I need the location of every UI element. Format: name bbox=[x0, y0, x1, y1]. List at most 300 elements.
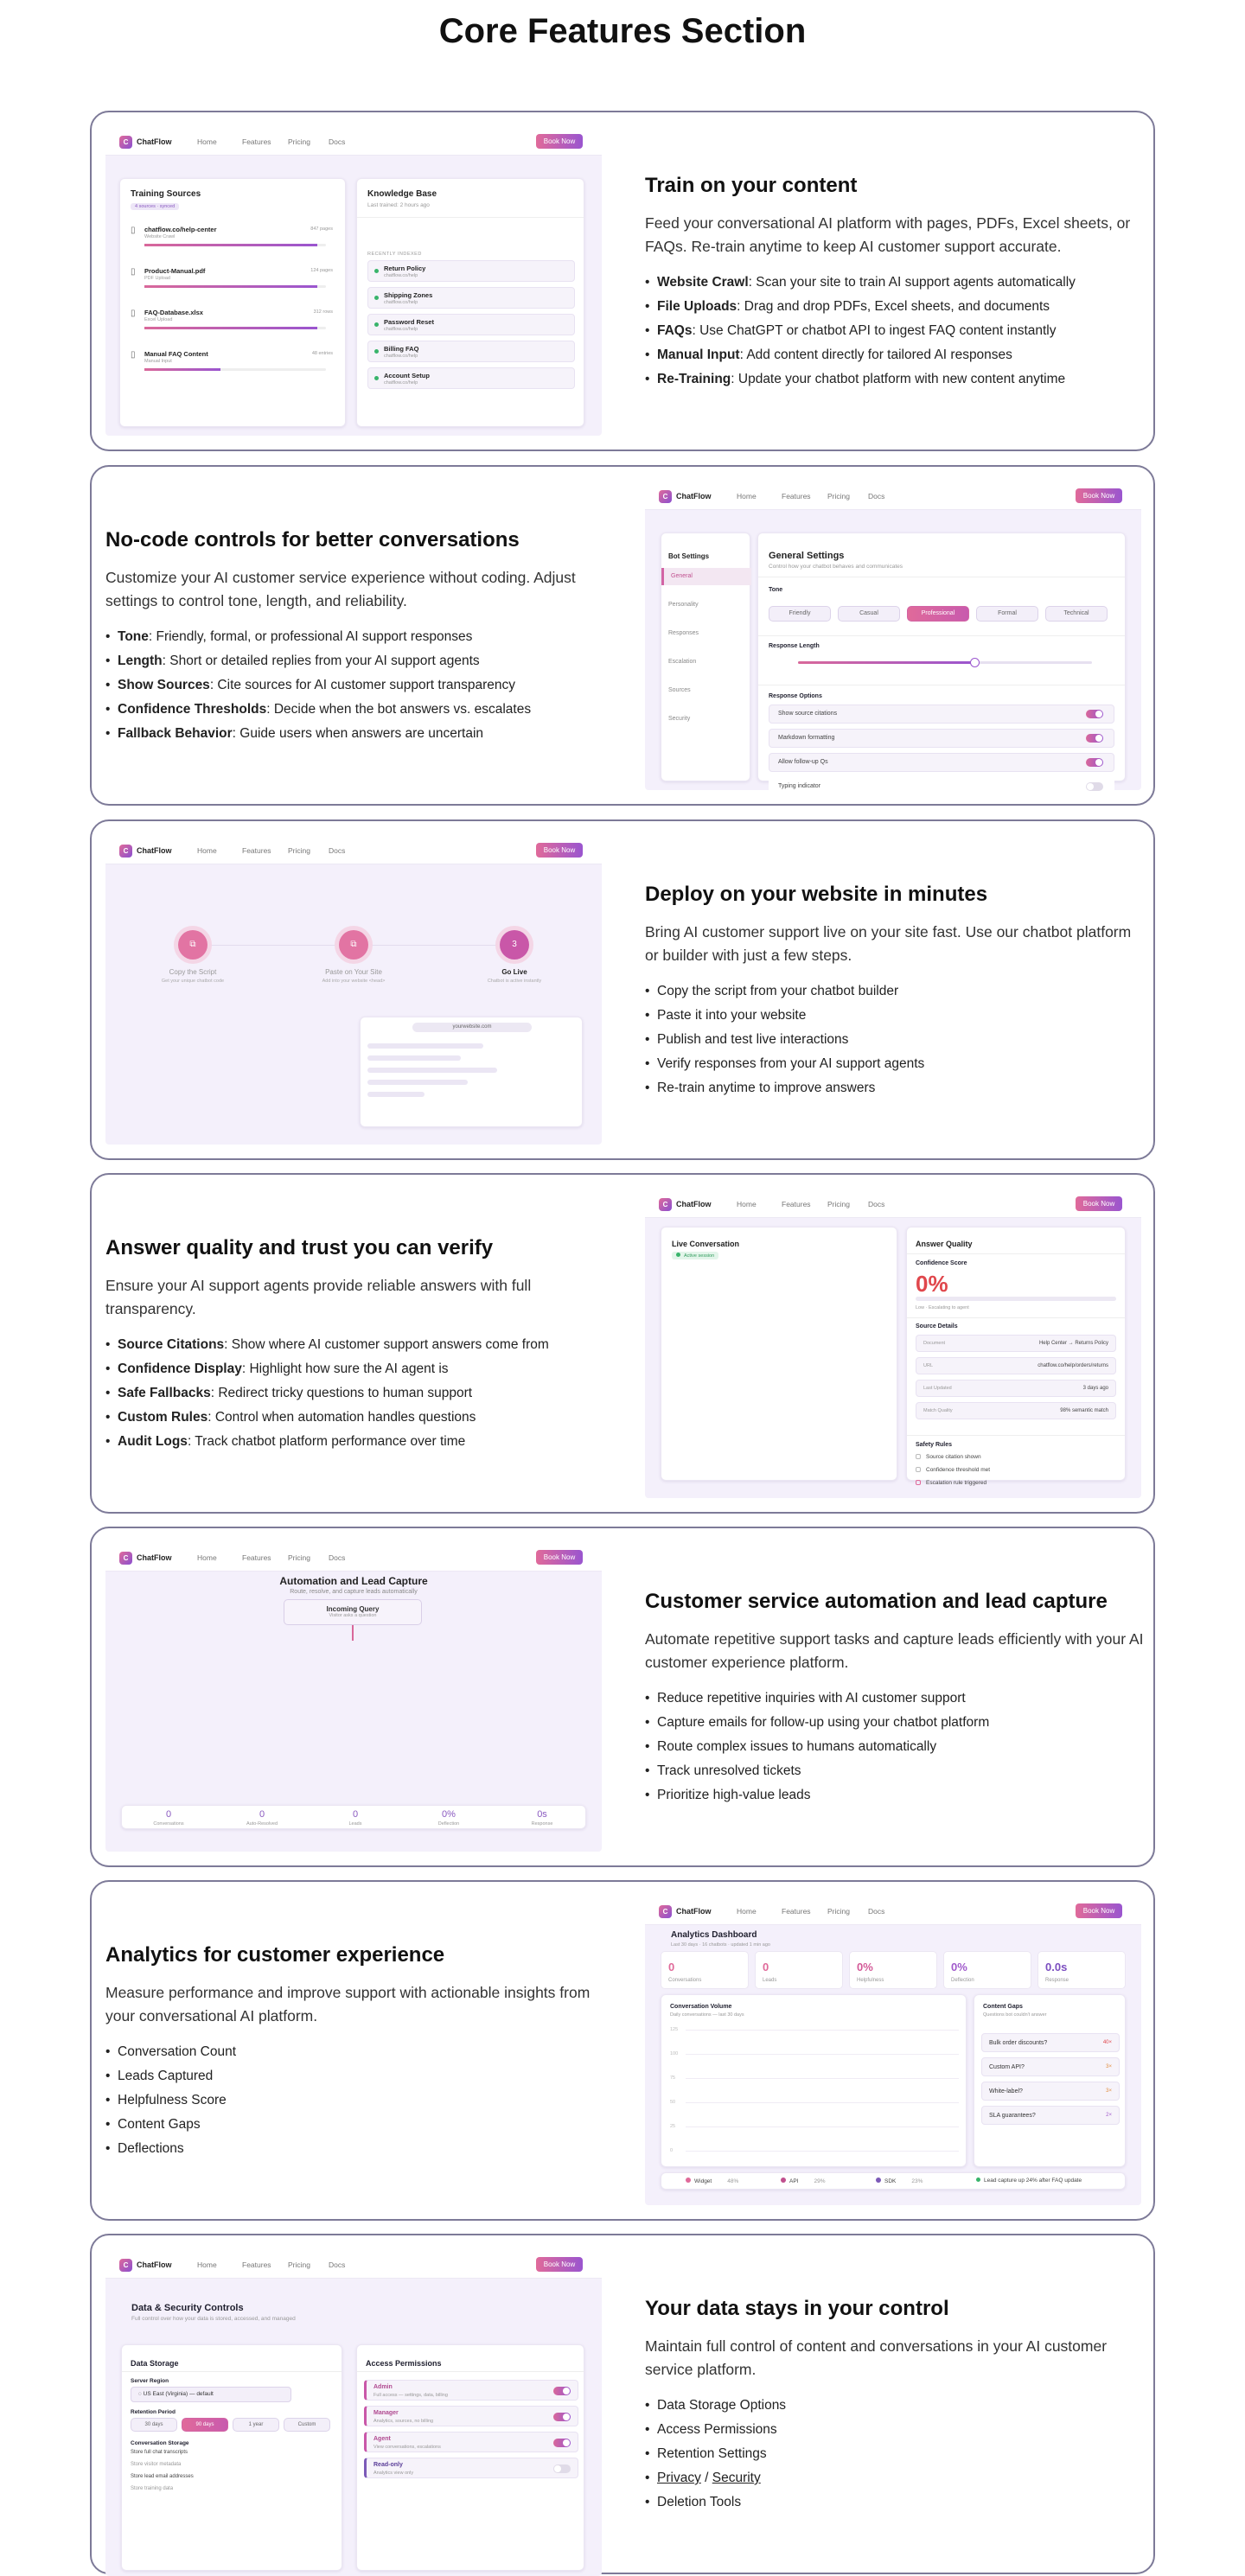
step-title: Copy the Script bbox=[169, 968, 217, 976]
mock-nav bbox=[645, 1190, 1141, 1218]
automation-stats bbox=[121, 1805, 586, 1829]
nav-pricing[interactable]: Pricing bbox=[827, 492, 850, 501]
document-icon: ▯ bbox=[131, 226, 136, 235]
feature-list bbox=[105, 2040, 607, 2161]
feature-item: • Data Storage Options bbox=[645, 2394, 1146, 2418]
region-label: Server Region bbox=[131, 2378, 169, 2384]
length-slider[interactable] bbox=[798, 661, 1092, 664]
data-controls-sub: Full control over how your data is stored, accessed, and managed bbox=[131, 2316, 296, 2322]
logo-icon: C bbox=[659, 490, 672, 503]
mock-quality bbox=[645, 1190, 1141, 1498]
nav-home[interactable]: Home bbox=[197, 1553, 217, 1562]
nav-home[interactable]: Home bbox=[737, 1907, 757, 1916]
feature-item: • File Uploads: Drag and drop PDFs, Excel sheets, and documents bbox=[645, 295, 1146, 319]
checkbox-icon bbox=[916, 1467, 921, 1472]
mock-controls bbox=[645, 482, 1141, 790]
section-desc: Bring AI customer support live on your site fast. Use our chatbot platform or builder with just a few steps. bbox=[645, 923, 1132, 964]
deploy-text bbox=[645, 821, 1146, 1162]
status-dot-icon bbox=[374, 376, 379, 380]
url-bar: yourwebsite.com bbox=[412, 1023, 532, 1032]
data-controls-title: Data & Security Controls bbox=[131, 2303, 244, 2313]
feature-item: • Safe Fallbacks: Redirect tricky questions to human support bbox=[105, 1381, 607, 1406]
feature-item: • Copy the script from your chatbot builder bbox=[645, 979, 1146, 1004]
feature-item: • Tone: Friendly, formal, or professional AI support responses bbox=[105, 625, 607, 649]
y-tick-label: 125 bbox=[670, 2027, 679, 2032]
feature-card-analytics bbox=[90, 1880, 1155, 2221]
content-gaps-panel bbox=[974, 1994, 1126, 2167]
section-desc: Feed your conversational AI platform with pages, PDFs, Excel sheets, or FAQs. Re-train anytime to keep AI customer support accurate. bbox=[645, 214, 1131, 255]
role-toggle[interactable] bbox=[553, 2439, 571, 2447]
retention-option[interactable]: 1 year bbox=[233, 2418, 279, 2432]
kb-item[interactable]: Billing FAQ chatflow.co/help bbox=[367, 341, 575, 362]
source-progress bbox=[144, 327, 326, 329]
feature-item: • Fallback Behavior: Guide users when answers are uncertain bbox=[105, 722, 607, 746]
conv-storage-item[interactable]: Store lead email addresses bbox=[131, 2474, 194, 2479]
kpi-card: 0.0s Response bbox=[1038, 1951, 1126, 1989]
stat-value: 0% bbox=[442, 1809, 456, 1820]
sidebar-item[interactable]: Responses bbox=[668, 630, 699, 636]
book-now-button[interactable]: Book Now bbox=[536, 2257, 583, 2272]
mock-nav bbox=[105, 2251, 602, 2279]
general-settings-panel bbox=[757, 532, 1126, 789]
deploy-step-icon: 3 bbox=[500, 930, 529, 960]
feature-item: • Route complex issues to humans automatically bbox=[645, 1735, 1146, 1759]
feature-item: • Confidence Thresholds: Decide when the bot answers vs. escalates bbox=[105, 698, 607, 722]
gridline bbox=[686, 2054, 959, 2055]
kb-item[interactable]: Account Setup chatflow.co/help bbox=[367, 367, 575, 389]
nav-docs[interactable]: Docs bbox=[868, 492, 885, 501]
dashboard-sub: Last 30 days · 16 chatbots · updated 1 min ago bbox=[671, 1942, 770, 1948]
feature-item: • Re-train anytime to improve answers bbox=[645, 1076, 1146, 1100]
feature-item: • FAQs: Use ChatGPT or chatbot API to ingest FAQ content instantly bbox=[645, 319, 1146, 343]
feature-item: • Deletion Tools bbox=[645, 2490, 1146, 2515]
feature-card-train bbox=[90, 111, 1155, 451]
access-permissions-panel bbox=[356, 2344, 584, 2571]
conv-storage-item[interactable]: Store visitor metadata bbox=[131, 2462, 182, 2467]
logo-icon: C bbox=[119, 1552, 132, 1565]
retention-option[interactable]: 90 days bbox=[182, 2418, 228, 2432]
conf-status: Low · Escalating to agent bbox=[916, 1305, 969, 1310]
kb-item[interactable]: Return Policy chatflow.co/help bbox=[367, 260, 575, 282]
cv-title: Conversation Volume bbox=[670, 2004, 732, 2010]
tone-option[interactable]: Formal bbox=[976, 606, 1038, 622]
option-toggle[interactable] bbox=[1086, 734, 1103, 743]
conv-storage-item[interactable]: Store training data bbox=[131, 2486, 174, 2491]
kb-label: RECENTLY INDEXED bbox=[367, 252, 422, 257]
training-sources-title: Training Sources bbox=[131, 189, 201, 199]
analytics-text bbox=[105, 1882, 607, 2222]
nav-home[interactable]: Home bbox=[197, 137, 217, 146]
mock-automation bbox=[105, 1544, 602, 1852]
tone-label: Tone bbox=[769, 587, 783, 593]
gs-sub: Control how your chatbot behaves and communicates bbox=[769, 564, 903, 570]
nav-pricing[interactable]: Pricing bbox=[288, 1553, 310, 1562]
aq-title: Answer Quality bbox=[916, 1240, 973, 1248]
mock-deploy bbox=[105, 837, 602, 1145]
source-progress bbox=[144, 368, 326, 371]
document-icon: ▯ bbox=[131, 350, 136, 360]
source-detail-row: URL chatflow.co/help/orders/returns bbox=[916, 1357, 1116, 1374]
brand: ChatFlow bbox=[137, 1553, 172, 1562]
opts-label: Response Options bbox=[769, 693, 822, 699]
conf-label: Confidence Score bbox=[916, 1260, 967, 1266]
globe-icon: ◌ bbox=[138, 2391, 144, 2397]
feature-item: • Retention Settings bbox=[645, 2442, 1146, 2466]
content-gap-item[interactable]: Bulk order discounts? 40× bbox=[981, 2033, 1120, 2052]
tone-option[interactable]: Professional bbox=[907, 606, 969, 622]
book-now-button[interactable]: Book Now bbox=[1076, 1196, 1122, 1211]
sidebar-item[interactable]: Sources bbox=[668, 687, 691, 693]
kb-item[interactable]: Shipping Zones chatflow.co/help bbox=[367, 287, 575, 309]
option-toggle[interactable] bbox=[1086, 758, 1103, 767]
feature-item: • Length: Short or detailed replies from your AI support agents bbox=[105, 649, 607, 673]
mock-nav bbox=[105, 837, 602, 864]
book-now-button[interactable]: Book Now bbox=[536, 843, 583, 858]
feature-card-quality bbox=[90, 1173, 1155, 1514]
nav-features[interactable]: Features bbox=[242, 1553, 271, 1562]
sidebar-item[interactable]: General bbox=[661, 568, 751, 585]
source-item[interactable]: ▯ Manual FAQ Content Manual Input 48 entries bbox=[131, 347, 336, 381]
controls-text bbox=[105, 467, 607, 807]
y-tick-label: 0 bbox=[670, 2148, 674, 2153]
feature-card-controls bbox=[90, 465, 1155, 806]
data-control-text bbox=[645, 2235, 1146, 2576]
gridline bbox=[686, 2151, 959, 2152]
sources-badge: 4 sources · synced bbox=[131, 203, 179, 210]
confidence-score: 0% bbox=[916, 1271, 948, 1297]
feature-item: • Helpfulness Score bbox=[105, 2088, 607, 2113]
mock-nav bbox=[645, 482, 1141, 510]
feature-item: • Track unresolved tickets bbox=[645, 1759, 1146, 1783]
nav-features[interactable]: Features bbox=[242, 2260, 271, 2269]
mock-analytics bbox=[645, 1897, 1141, 2205]
browser-preview bbox=[360, 1017, 583, 1127]
nav-docs[interactable]: Docs bbox=[329, 1553, 346, 1562]
role-toggle[interactable] bbox=[553, 2464, 571, 2473]
content-gap-item[interactable]: Custom API? 3× bbox=[981, 2057, 1120, 2076]
feature-list bbox=[645, 271, 1146, 392]
safety-rule: Escalation rule triggered bbox=[916, 1480, 986, 1486]
channel-legend bbox=[661, 2172, 1126, 2190]
quality-text bbox=[105, 1175, 607, 1515]
stat-value: 0 bbox=[259, 1809, 265, 1820]
role-row: Manager Analytics, sources, no billing bbox=[364, 2406, 578, 2426]
nav-home[interactable]: Home bbox=[197, 2260, 217, 2269]
section-title: Train on your content bbox=[645, 174, 858, 197]
privacy-link[interactable]: Privacy bbox=[657, 2471, 701, 2485]
option-toggle[interactable] bbox=[1086, 782, 1103, 791]
cv-sub: Daily conversations — last 30 days bbox=[670, 2012, 744, 2018]
kpi-card: 0 Conversations bbox=[661, 1951, 749, 1989]
slider-handle[interactable] bbox=[970, 658, 980, 667]
feature-list bbox=[105, 625, 607, 746]
content-gap-item[interactable]: SLA guarantees? 2× bbox=[981, 2106, 1120, 2125]
nav-home[interactable]: Home bbox=[737, 1200, 757, 1208]
mock-train bbox=[105, 128, 602, 436]
bot-settings-sidebar bbox=[661, 532, 750, 781]
gridline bbox=[686, 2078, 959, 2079]
status-dot-icon bbox=[374, 296, 379, 300]
sidebar-item[interactable]: Escalation bbox=[668, 659, 697, 665]
feature-item: • Custom Rules: Control when automation handles questions bbox=[105, 1406, 607, 1430]
nav-docs[interactable]: Docs bbox=[329, 846, 346, 855]
knowledge-base-panel bbox=[356, 178, 584, 427]
feature-card-data-control bbox=[90, 2234, 1155, 2574]
brand: ChatFlow bbox=[137, 2260, 172, 2269]
feature-list bbox=[105, 1333, 607, 1454]
logo-icon: C bbox=[659, 1198, 672, 1211]
nav-home[interactable]: Home bbox=[197, 846, 217, 855]
status-dot-icon bbox=[374, 322, 379, 327]
training-sources-panel bbox=[119, 178, 346, 427]
feature-item: • Conversation Count bbox=[105, 2040, 607, 2064]
checkbox-icon bbox=[916, 1480, 921, 1485]
feature-item: • Manual Input: Add content directly for tailored AI responses bbox=[645, 343, 1146, 367]
book-now-button[interactable]: Book Now bbox=[1076, 1903, 1122, 1918]
brand: ChatFlow bbox=[676, 492, 712, 501]
nav-features[interactable]: Features bbox=[242, 137, 271, 146]
tone-option[interactable]: Casual bbox=[838, 606, 900, 622]
incoming-query-node: Incoming Query Visitor asks a question bbox=[284, 1599, 422, 1625]
ap-title: Access Permissions bbox=[366, 2359, 442, 2368]
section-desc: Customize your AI customer service experience without coding. Adjust settings to control tone, length, and reliability. bbox=[105, 569, 576, 609]
insight: Lead capture up 24% after FAQ update bbox=[976, 2177, 1082, 2184]
stat-label: Conversations bbox=[153, 1821, 184, 1827]
response-option: Allow follow-up Qs bbox=[769, 753, 1114, 772]
brand: ChatFlow bbox=[137, 846, 172, 855]
nav-features[interactable]: Features bbox=[782, 1907, 811, 1916]
role-toggle[interactable] bbox=[553, 2387, 571, 2395]
stat-label: Auto-Resolved bbox=[246, 1821, 278, 1827]
insight-dot-icon bbox=[976, 2177, 980, 2182]
live-title: Live Conversation bbox=[672, 1240, 740, 1248]
gs-title: General Settings bbox=[769, 551, 845, 561]
source-detail-row: Last Updated 3 days ago bbox=[916, 1380, 1116, 1397]
train-text bbox=[645, 112, 1146, 453]
feature-item: • Website Crawl: Scan your site to train AI support agents automatically bbox=[645, 271, 1146, 295]
mock-nav bbox=[645, 1897, 1141, 1925]
live-conversation-panel bbox=[661, 1227, 897, 1481]
ret-label: Retention Period bbox=[131, 2409, 176, 2415]
section-title: Answer quality and trust you can verify bbox=[105, 1236, 494, 1259]
y-tick-label: 75 bbox=[670, 2075, 676, 2081]
feature-item: • Leads Captured bbox=[105, 2064, 607, 2088]
feature-item: • Deflections bbox=[105, 2137, 607, 2161]
stat-label: Deflection bbox=[437, 1821, 460, 1827]
document-icon: ▯ bbox=[131, 309, 136, 318]
nav-features[interactable]: Features bbox=[242, 846, 271, 855]
mock-nav bbox=[105, 1544, 602, 1572]
feature-item: • Reduce repetitive inquiries with AI customer support bbox=[645, 1687, 1146, 1711]
retention-option[interactable]: 30 days bbox=[131, 2418, 177, 2432]
status-dot-icon bbox=[374, 269, 379, 273]
kb-item[interactable]: Password Reset chatflow.co/help bbox=[367, 314, 575, 335]
brand: ChatFlow bbox=[676, 1200, 712, 1208]
feature-item: • Verify responses from your AI support agents bbox=[645, 1052, 1146, 1076]
safety-rule: Source citation shown bbox=[916, 1454, 981, 1460]
automation-sub: Route, resolve, and capture leads automatically bbox=[290, 1589, 418, 1595]
gaps-sub: Questions bot couldn't answer bbox=[983, 2012, 1047, 2018]
feature-item: • Audit Logs: Track chatbot platform performance over time bbox=[105, 1430, 607, 1454]
nav-features[interactable]: Features bbox=[782, 492, 811, 501]
safety-rule: Confidence threshold met bbox=[916, 1467, 990, 1473]
nav-pricing[interactable]: Pricing bbox=[288, 137, 310, 146]
brand: ChatFlow bbox=[137, 137, 172, 146]
page-title: Core Features Section bbox=[438, 12, 807, 50]
stat-label: Response bbox=[531, 1821, 553, 1827]
retention-option[interactable]: Custom bbox=[284, 2418, 330, 2432]
length-label: Response Length bbox=[769, 643, 820, 649]
source-item[interactable]: ▯ Product-Manual.pdf PDF Upload 124 pages bbox=[131, 264, 336, 298]
legend-item: API 29% bbox=[781, 2177, 826, 2184]
stat-label: Leads bbox=[348, 1821, 362, 1827]
ds-title: Data Storage bbox=[131, 2359, 179, 2368]
step-title: Go Live bbox=[501, 968, 527, 976]
section-desc: Ensure your AI support agents provide reliable answers with full transparency. bbox=[105, 1277, 532, 1317]
y-tick-label: 25 bbox=[670, 2124, 676, 2129]
source-progress bbox=[144, 285, 326, 288]
logo-icon: C bbox=[659, 1905, 672, 1918]
feature-item: • Confidence Display: Highlight how sure the AI agent is bbox=[105, 1357, 607, 1381]
conv-label: Conversation Storage bbox=[131, 2440, 189, 2446]
region-select[interactable]: ◌ US East (Virginia) — default bbox=[131, 2387, 291, 2402]
step-sub: Chatbot is active instantly bbox=[487, 979, 542, 984]
y-tick-label: 50 bbox=[670, 2100, 676, 2105]
gridline bbox=[686, 2126, 959, 2127]
role-row: Read-only Analytics view only bbox=[364, 2458, 578, 2478]
security-link[interactable]: Security bbox=[712, 2471, 761, 2485]
role-row: Admin Full access — settings, data, billing bbox=[364, 2380, 578, 2401]
nav-docs[interactable]: Docs bbox=[868, 1200, 885, 1208]
gridline bbox=[686, 2030, 959, 2031]
source-item[interactable]: ▯ FAQ-Database.xlsx Excel Upload 312 rows bbox=[131, 305, 336, 340]
nav-home[interactable]: Home bbox=[737, 492, 757, 501]
status-dot-icon bbox=[676, 1253, 680, 1257]
status-dot-icon bbox=[374, 349, 379, 354]
feature-item: • Paste it into your website bbox=[645, 1004, 1146, 1028]
section-title: No-code controls for better conversations bbox=[105, 528, 520, 552]
nav-pricing[interactable]: Pricing bbox=[288, 2260, 310, 2269]
nav-docs[interactable]: Docs bbox=[868, 1907, 885, 1916]
source-item[interactable]: ▯ chatflow.co/help-center Website Crawl 847 pages bbox=[131, 222, 336, 257]
feature-item: • Prioritize high-value leads bbox=[645, 1783, 1146, 1808]
response-option: Markdown formatting bbox=[769, 729, 1114, 748]
feature-list bbox=[645, 979, 1146, 1100]
nav-features[interactable]: Features bbox=[782, 1200, 811, 1208]
gaps-title: Content Gaps bbox=[983, 2004, 1023, 2010]
live-badge: Active session bbox=[672, 1252, 718, 1259]
tone-option[interactable]: Technical bbox=[1045, 606, 1108, 622]
source-progress bbox=[144, 244, 326, 246]
source-detail-row: Document Help Center → Returns Policy bbox=[916, 1335, 1116, 1352]
conv-storage-item[interactable]: Store full chat transcripts bbox=[131, 2450, 188, 2455]
stat-value: 0s bbox=[537, 1809, 547, 1820]
role-row: Agent View conversations, escalations bbox=[364, 2432, 578, 2452]
nav-pricing[interactable]: Pricing bbox=[827, 1200, 850, 1208]
book-now-button[interactable]: Book Now bbox=[536, 134, 583, 149]
deploy-step-icon: ⧉ bbox=[178, 930, 208, 960]
legend-item: SDK 23% bbox=[876, 2177, 923, 2184]
option-toggle[interactable] bbox=[1086, 710, 1103, 718]
response-option: Typing indicator bbox=[769, 777, 1114, 796]
sidebar-item[interactable]: Personality bbox=[668, 602, 699, 608]
answer-quality-panel bbox=[906, 1227, 1126, 1486]
feature-item: • Re-Training: Update your chatbot platform with new content anytime bbox=[645, 367, 1146, 392]
content-gap-item[interactable]: White-label? 3× bbox=[981, 2082, 1120, 2101]
feature-item: • Show Sources: Cite sources for AI customer support transparency bbox=[105, 673, 607, 698]
role-toggle[interactable] bbox=[553, 2413, 571, 2421]
step-title: Paste on Your Site bbox=[325, 968, 382, 976]
section-title: Deploy on your website in minutes bbox=[645, 883, 988, 906]
kpi-card: 0% Deflection bbox=[943, 1951, 1031, 1989]
feature-card-deploy bbox=[90, 819, 1155, 1160]
kb-sub: Last trained: 2 hours ago bbox=[367, 202, 430, 208]
deploy-step-icon: ⧉ bbox=[339, 930, 368, 960]
tone-option[interactable]: Friendly bbox=[769, 606, 831, 622]
step-sub: Get your unique chatbot code bbox=[161, 979, 225, 984]
dashboard-title: Analytics Dashboard bbox=[671, 1930, 757, 1940]
nav-pricing[interactable]: Pricing bbox=[288, 846, 310, 855]
data-storage-panel bbox=[121, 2344, 342, 2571]
sidebar-item[interactable]: Security bbox=[668, 716, 691, 722]
stat-value: 0 bbox=[165, 1809, 172, 1820]
kpi-card: 0 Leads bbox=[755, 1951, 843, 1989]
conversation-volume-chart bbox=[661, 1994, 967, 2167]
checkbox-icon bbox=[916, 1454, 921, 1459]
feature-card-automation bbox=[90, 1527, 1155, 1867]
feature-list bbox=[645, 1687, 1146, 1808]
mock-nav bbox=[105, 128, 602, 156]
section-title: Customer service automation and lead capture bbox=[645, 1590, 1108, 1613]
step-sub: Add into your website <head> bbox=[322, 979, 386, 984]
src-label: Source Details bbox=[916, 1323, 958, 1329]
kb-title: Knowledge Base bbox=[367, 189, 437, 199]
automation-title: Automation and Lead Capture bbox=[279, 1575, 428, 1587]
section-desc: Automate repetitive support tasks and capture leads efficiently with your AI customer experience platform. bbox=[645, 1630, 1144, 1671]
nav-pricing[interactable]: Pricing bbox=[827, 1907, 850, 1916]
feature-item: • Publish and test live interactions bbox=[645, 1028, 1146, 1052]
document-icon: ▯ bbox=[131, 267, 136, 277]
brand: ChatFlow bbox=[676, 1907, 712, 1916]
logo-icon: C bbox=[119, 136, 132, 149]
logo-icon: C bbox=[119, 845, 132, 858]
section-title: Analytics for customer experience bbox=[105, 1943, 445, 1967]
legend-item: Widget 48% bbox=[686, 2177, 738, 2184]
book-now-button[interactable]: Book Now bbox=[536, 1550, 583, 1565]
section-desc: Maintain full control of content and conversations in your AI customer service platform. bbox=[645, 2337, 1108, 2378]
section-title: Your data stays in your control bbox=[645, 2297, 949, 2320]
nav-docs[interactable]: Docs bbox=[329, 2260, 346, 2269]
automation-text bbox=[645, 1528, 1146, 1869]
feature-item: • Capture emails for follow-up using your chatbot platform bbox=[645, 1711, 1146, 1735]
feature-item: • Content Gaps bbox=[105, 2113, 607, 2137]
book-now-button[interactable]: Book Now bbox=[1076, 488, 1122, 503]
feature-item: • Access Permissions bbox=[645, 2418, 1146, 2442]
feature-list bbox=[645, 2394, 1146, 2515]
section-desc: Measure performance and improve support with actionable insights from your conversational AI platform. bbox=[105, 1984, 591, 2024]
logo-icon: C bbox=[119, 2259, 132, 2272]
bot-settings-title: Bot Settings bbox=[668, 552, 710, 560]
feature-item: • Privacy / Security bbox=[645, 2466, 1146, 2490]
stat-value: 0 bbox=[352, 1809, 359, 1820]
source-detail-row: Match Quality 98% semantic match bbox=[916, 1402, 1116, 1419]
rules-label: Safety Rules bbox=[916, 1442, 953, 1448]
nav-docs[interactable]: Docs bbox=[329, 137, 346, 146]
feature-item: • Source Citations: Show where AI customer support answers come from bbox=[105, 1333, 607, 1357]
response-option: Show source citations bbox=[769, 705, 1114, 724]
kpi-card: 0% Helpfulness bbox=[849, 1951, 937, 1989]
gridline bbox=[686, 2102, 959, 2103]
